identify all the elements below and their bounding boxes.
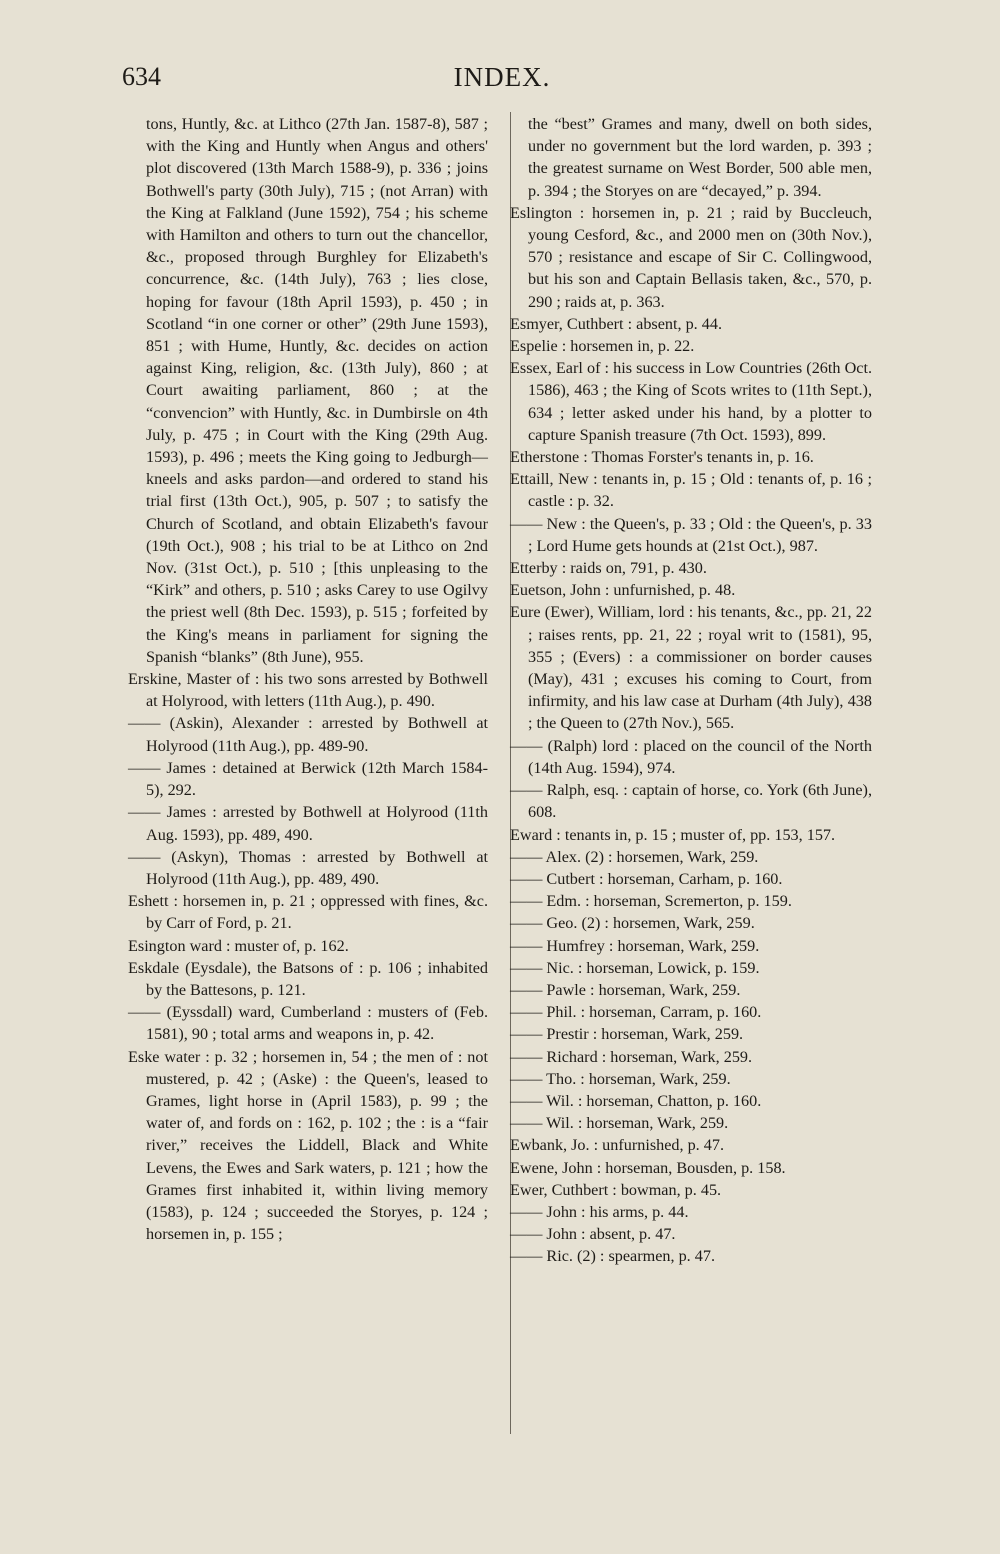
index-entry: —— John : his arms, p. 44.	[510, 1202, 689, 1221]
index-entry: Eure (Ewer), William, lord : his tenants, &c., pp. 21, 22 ; raises rents, pp. 21, 22 ; royal writ to (1581), 95, 355 ; (Evers) : a commissioner on border causes (May), 431 ; excuses his coming to Court, from infirmity, and his law case at Durham (4th July), 438 ; the Queen to (27th Nov.), 565.	[510, 603, 872, 733]
index-entry: —— Ralph, esq. : captain of horse, co. York (6th June), 608.	[510, 781, 872, 822]
index-entry: —— Cutbert : horseman, Carham, p. 160.	[510, 869, 783, 888]
index-entry: —— Alex. (2) : horsemen, Wark, 259.	[510, 847, 759, 866]
index-entry: —— (Eyssdall) ward, Cumberland : musters of (Feb. 1581), 90 ; total arms and weapons in, p. 42.	[128, 1003, 488, 1044]
page-header	[122, 62, 882, 102]
index-entry: —— Humfrey : horseman, Wark, 259.	[510, 936, 760, 955]
index-entry: Erskine, Master of : his two sons arrested by Bothwell at Holyrood, with letters (11th Aug.), p. 490.	[128, 670, 488, 711]
index-entry: Essex, Earl of : his success in Low Countries (26th Oct. 1586), 463 ; the King of Scots writes to (11th Sept.), 634 ; letter asked under his hand, by a plotter to capture Spanish treasure (7th Oct. 1593), 899.	[510, 359, 872, 444]
index-entry: Eslington : horsemen in, p. 21 ; raid by Buccleuch, young Cesford, &c., and 2000 men on (30th Nov.), 570 ; resistance and escape of Sir C. Collingwood, but his son and Captain Bellasis taken, &c., 570, p. 290 ; raids at, p. 363.	[510, 203, 872, 311]
left-column	[128, 113, 488, 1245]
index-entry: Esington ward : muster of, p. 162.	[128, 936, 349, 955]
index-entry: —— Tho. : horseman, Wark, 259.	[510, 1069, 731, 1088]
index-entry: —— Phil. : horseman, Carram, p. 160.	[510, 1003, 762, 1022]
page-title: INDEX.	[453, 62, 551, 92]
index-entry: —— Wil. : horseman, Wark, 259.	[510, 1114, 729, 1133]
index-entry: Esmyer, Cuthbert : absent, p. 44.	[510, 314, 723, 333]
index-entry: Ettaill, New : tenants in, p. 15 ; Old : tenants of, p. 16 ; castle : p. 32.	[510, 470, 872, 511]
index-entry: —— Geo. (2) : horsemen, Wark, 259.	[510, 914, 755, 933]
index-entry-continuation: tons, Huntly, &c. at Lithco (27th Jan. 1587-8), 587 ; with the King and Huntly when Angus and others' plot discovered (13th March 1588-9), p. 336 ; joins Bothwell's party (30th July), 715 ; (not Arran) with the King at Falkland (June 1592), 754 ; his scheme with Hamilton and others to turn out the chancellor, &c., proposed through Burghley for Elizabeth's concurrence, &c. (14th July), 763 ; lies close, hoping for favour (18th April 1593), p. 450 ; in Scotland “in one corner or other” (29th June 1593), 851 ; with Hume, Huntly, &c. decides on action against King, religion, &c. (13th July), 860 ; at Court awaiting parliament, 860 ; at the “convencion” with Huntly, &c. in Dumbirsle on 4th July, p. 475 ; in Court with the King (29th Aug. 1593), p. 496 ; meets the King going to Jedburgh—kneels and asks pardon—and ordered to stand his trial first (13th Oct.), 905, p. 507 ; to satisfy the Church of Scotland, and obtain Elizabeth's favour (19th Oct.), 908 ; his trial to be at Lithco on 2nd Nov. (31st Oct.), p. 510 ; [this unpleasing to the “Kirk” and others, p. 510 ; asks Carey to use Ogilvy the priest well (8th Dec. 1593), p. 515 ; forfeited by the King's means in parliament for signing the Spanish “blanks” (8th June), 955.	[146, 115, 488, 666]
index-entry: —— Ric. (2) : spearmen, p. 47.	[510, 1247, 715, 1266]
index-entry: —— (Askin), Alexander : arrested by Bothwell at Holyrood (11th Aug.), pp. 489-90.	[128, 714, 488, 755]
index-entry: Eskdale (Eysdale), the Batsons of : p. 106 ; inhabited by the Battesons, p. 121.	[128, 958, 488, 999]
index-entry: Etherstone : Thomas Forster's tenants in, p. 16.	[510, 448, 814, 467]
index-entry: —— James : detained at Berwick (12th March 1584-5), 292.	[128, 758, 488, 800]
index-entry: Etterby : raids on, 791, p. 430.	[510, 559, 707, 578]
index-entry: —— Wil. : horseman, Chatton, p. 160.	[510, 1091, 762, 1110]
index-entry: Eske water : p. 32 ; horsemen in, 54 ; the men of : not mustered, p. 42 ; (Aske) : the Queen's, leased to Grames, light horse in (April 1583), p. 99 ; the water of, and fords on : 162, p. 102 ; the : is a “fair river,” receives the Liddell, Black and White Levens, the Ewes and Sark waters, p. 121 ; how the Grames first inhabited it, within living memory (1583), p. 124 ; succeeded the Storyes, p. 124 ; horsemen in, p. 155 ;	[128, 1047, 488, 1244]
index-entry: —— Edm. : horseman, Scremerton, p. 159.	[510, 892, 792, 911]
index-entry: —— John : absent, p. 47.	[510, 1225, 676, 1244]
index-entry: —— (Askyn), Thomas : arrested by Bothwell at Holyrood (11th Aug.), pp. 489, 490.	[128, 847, 488, 888]
index-entry: Eward : tenants in, p. 15 ; muster of, pp. 153, 157.	[510, 825, 836, 844]
index-entry: Euetson, John : unfurnished, p. 48.	[510, 581, 736, 600]
index-entry: —— Richard : horseman, Wark, 259.	[510, 1047, 753, 1066]
page-number: 634	[122, 62, 161, 91]
index-entry: Ewer, Cuthbert : bowman, p. 45.	[510, 1180, 722, 1199]
index-entry: —— Nic. : horseman, Lowick, p. 159.	[510, 958, 760, 977]
index-entry: —— James : arrested by Bothwell at Holyrood (11th Aug. 1593), pp. 489, 490.	[128, 803, 488, 844]
index-entry: —— Pawle : horseman, Wark, 259.	[510, 980, 741, 999]
index-entry: —— Prestir : horseman, Wark, 259.	[510, 1025, 744, 1044]
index-entry: —— New : the Queen's, p. 33 ; Old : the Queen's, p. 33 ; Lord Hume gets hounds at (21st Oct.), 987.	[510, 514, 872, 555]
index-entry: Eshett : horsemen in, p. 21 ; oppressed with fines, &c. by Carr of Ford, p. 21.	[128, 892, 488, 933]
right-column	[510, 113, 872, 1268]
index-entry: Espelie : horsemen in, p. 22.	[510, 337, 695, 356]
index-entry: Ewbank, Jo. : unfurnished, p. 47.	[510, 1136, 725, 1155]
index-entry: —— (Ralph) lord : placed on the council of the North (14th Aug. 1594), 974.	[510, 736, 872, 777]
index-entry: Ewene, John : horseman, Bousden, p. 158.	[510, 1158, 786, 1177]
index-entry-continuation: the “best” Grames and many, dwell on both sides, under no government but the lord warden, p. 393 ; the greatest surname on West Border, 500 able men, p. 394 ; the Storyes on are “decayed,” p. 394.	[528, 115, 872, 200]
